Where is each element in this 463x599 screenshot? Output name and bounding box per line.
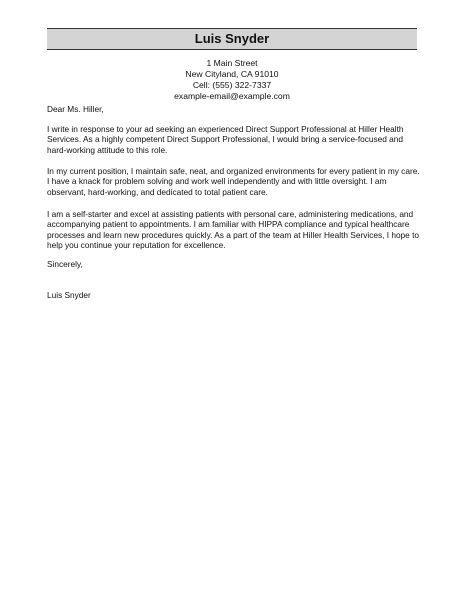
applicant-name: Luis Snyder: [194, 31, 270, 46]
body-paragraph-3: I am a self-starter and excel at assisting patients with personal care, administering medications, and accompanying patient to appointments. I am familiar with HIPPA compliance and typical healthcare processes and learn new procedures quickly. As a part of the team at Hiller Health Services, I hope to help you continue your reputation for excellence.: [47, 209, 420, 251]
signature-name: Luis Snyder: [47, 290, 91, 300]
body-paragraph-1: I write in response to your ad seeking an experienced Direct Support Professional at Hiller Health Services. As a highly competent Direct Support Professional, I would bring a service-focused and hard-working attitude to this role.: [47, 124, 404, 155]
closing: Sincerely,: [47, 259, 83, 269]
body-paragraph-2: In my current position, I maintain safe, neat, and organized environments for every patient in my care. I have a knack for problem solving and work well independently and with little oversight. I am observant, hard-working, and dedicated to total patient care.: [47, 166, 420, 197]
phone-number: Cell: (555) 322-7337: [192, 80, 272, 90]
contact-block: [47, 58, 417, 102]
applicant-name-header: [47, 28, 417, 50]
address-line-2: New Cityland, CA 91010: [185, 69, 279, 79]
email-address: example-email@example.com: [174, 91, 290, 101]
salutation: Dear Ms. Hiller,: [47, 104, 104, 114]
address-line-1: 1 Main Street: [206, 58, 258, 68]
